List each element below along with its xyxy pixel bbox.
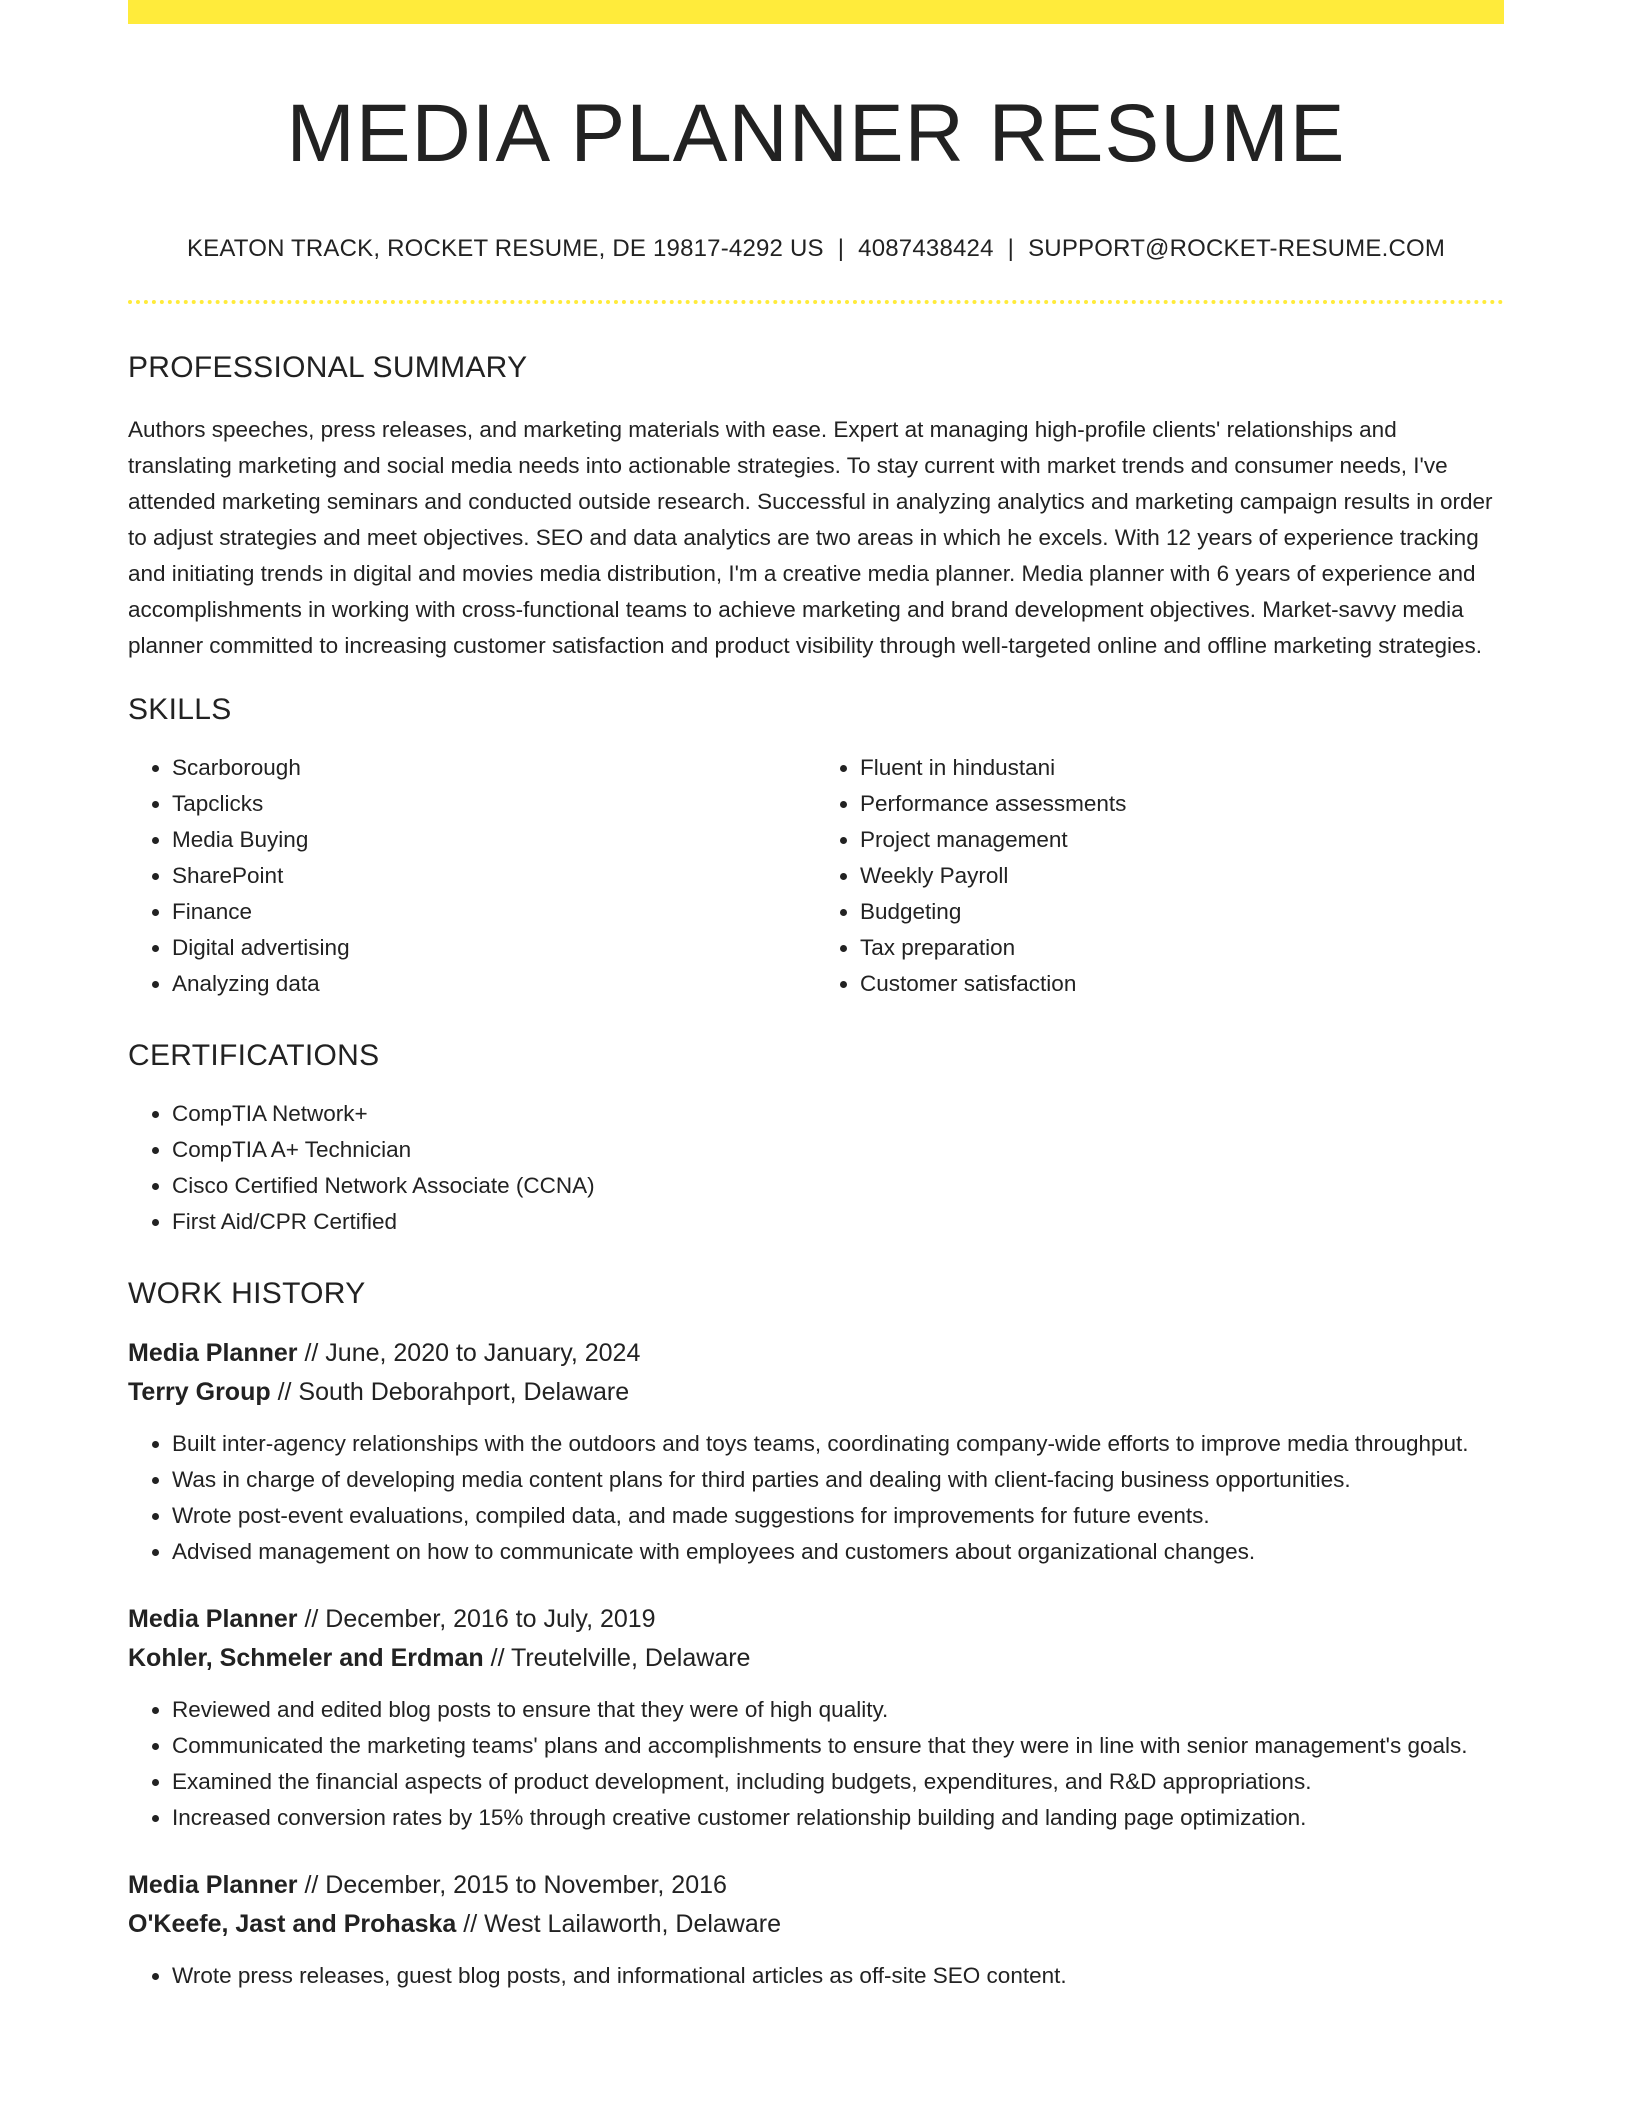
job-location: // Treutelville, Delaware [490, 1644, 751, 1672]
job-bullets [128, 1958, 1504, 1994]
skills-grid [128, 750, 1504, 1002]
certification-item: • CompTIA Network+ [172, 1096, 1504, 1132]
skill-item: • Fluent in hindustani [860, 750, 1504, 786]
job-bullet: • Built inter-agency relationships with the outdoors and toys teams, coordinating company-wide efforts to improve media throughput. [172, 1426, 1504, 1462]
job-title: Media Planner [128, 1605, 298, 1633]
certifications-heading: CERTIFICATIONS [128, 1039, 380, 1072]
work-history-section [128, 1274, 1504, 1994]
job-bullet: • Communicated the marketing teams' plans and accomplishments to ensure that they were in line with senior management's goals. [172, 1728, 1504, 1764]
job-entry [128, 1600, 1504, 1836]
resume-page [128, 0, 1504, 1994]
skills-list-left [128, 750, 816, 1002]
job-bullet: • Examined the financial aspects of product development, including budgets, expenditures, and R&D appropriations. [172, 1764, 1504, 1800]
skill-item: • Tapclicks [172, 786, 816, 822]
summary-heading: PROFESSIONAL SUMMARY [128, 351, 528, 384]
work-history-heading: WORK HISTORY [128, 1277, 366, 1310]
job-bullet: • Reviewed and edited blog posts to ensure that they were of high quality. [172, 1692, 1504, 1728]
job-company-line [128, 1373, 1504, 1412]
certifications-list [128, 1096, 1504, 1240]
jobs-container [128, 1334, 1504, 1994]
job-company: Terry Group [128, 1378, 271, 1406]
job-title: Media Planner [128, 1871, 298, 1899]
skill-item: • Analyzing data [172, 966, 816, 1002]
skills-section [128, 690, 1504, 1002]
job-dates: // June, 2020 to January, 2024 [304, 1339, 641, 1367]
job-company: O'Keefe, Jast and Prohaska [128, 1910, 457, 1938]
certification-item: • CompTIA A+ Technician [172, 1132, 1504, 1168]
job-title-line [128, 1334, 1504, 1373]
certification-item: • First Aid/CPR Certified [172, 1204, 1504, 1240]
skill-item: • Scarborough [172, 750, 816, 786]
skill-item: • Project management [860, 822, 1504, 858]
job-company-line [128, 1639, 1504, 1678]
summary-section [128, 348, 1504, 664]
job-entry [128, 1334, 1504, 1570]
skill-item: • Media Buying [172, 822, 816, 858]
contact-separator: | [1007, 235, 1015, 262]
skills-list-right [816, 750, 1504, 1002]
job-title: Media Planner [128, 1339, 298, 1367]
job-bullets [128, 1692, 1504, 1836]
contact-line [128, 234, 1504, 264]
contact-address: KEATON TRACK, ROCKET RESUME, DE 19817-4292 US [186, 235, 824, 262]
skill-item: • Performance assessments [860, 786, 1504, 822]
job-title-line [128, 1866, 1504, 1905]
contact-email[interactable]: SUPPORT@ROCKET-RESUME.COM [1028, 235, 1446, 262]
job-company: Kohler, Schmeler and Erdman [128, 1644, 484, 1672]
job-dates: // December, 2016 to July, 2019 [304, 1605, 656, 1633]
skill-item: • Weekly Payroll [860, 858, 1504, 894]
skill-item: • SharePoint [172, 858, 816, 894]
certification-item: • Cisco Certified Network Associate (CCNA) [172, 1168, 1504, 1204]
job-bullet: • Was in charge of developing media content plans for third parties and dealing with client-facing business opportunities. [172, 1462, 1504, 1498]
resume-title: MEDIA PLANNER RESUME [286, 88, 1346, 179]
skills-heading: SKILLS [128, 693, 232, 726]
top-accent-bar [128, 0, 1504, 24]
job-dates: // December, 2015 to November, 2016 [304, 1871, 727, 1899]
skill-item: • Finance [172, 894, 816, 930]
skill-item: • Budgeting [860, 894, 1504, 930]
skill-item: • Customer satisfaction [860, 966, 1504, 1002]
job-bullet: • Increased conversion rates by 15% through creative customer relationship building and landing page optimization. [172, 1800, 1504, 1836]
job-bullet: • Wrote post-event evaluations, compiled data, and made suggestions for improvements for future events. [172, 1498, 1504, 1534]
skill-item: • Digital advertising [172, 930, 816, 966]
job-bullets [128, 1426, 1504, 1570]
job-location: // West Lailaworth, Delaware [463, 1910, 781, 1938]
job-bullet: • Advised management on how to communicate with employees and customers about organizational changes. [172, 1534, 1504, 1570]
job-bullet: • Wrote press releases, guest blog posts, and informational articles as off-site SEO content. [172, 1958, 1504, 1994]
job-company-line [128, 1905, 1504, 1944]
header-divider [128, 300, 1504, 304]
summary-text: Authors speeches, press releases, and marketing materials with ease. Expert at managing high-profile clients' relationships and translating marketing and social media needs into actionable strategies. To stay current with market trends and consumer needs, I've attended marketing seminars and conducted outside research. Successful in analyzing analytics and marketing campaign results in order to adjust strategies and meet objectives. SEO and data analytics are two areas in which he excels. With 12 years of experience tracking and initiating trends in digital and movies media distribution, I'm a creative media planner. Media planner with 6 years of experience and accomplishments in working with cross-functional teams to achieve marketing and brand development objectives. Market-savvy media planner committed to increasing customer satisfaction and product visibility through well-targeted online and offline marketing strategies. [128, 417, 1493, 658]
contact-phone[interactable]: 4087438424 [858, 235, 994, 262]
certifications-section [128, 1036, 1504, 1240]
skill-item: • Tax preparation [860, 930, 1504, 966]
job-title-line [128, 1600, 1504, 1639]
job-entry [128, 1866, 1504, 1994]
contact-separator: | [837, 235, 845, 262]
job-location: // South Deborahport, Delaware [277, 1378, 630, 1406]
